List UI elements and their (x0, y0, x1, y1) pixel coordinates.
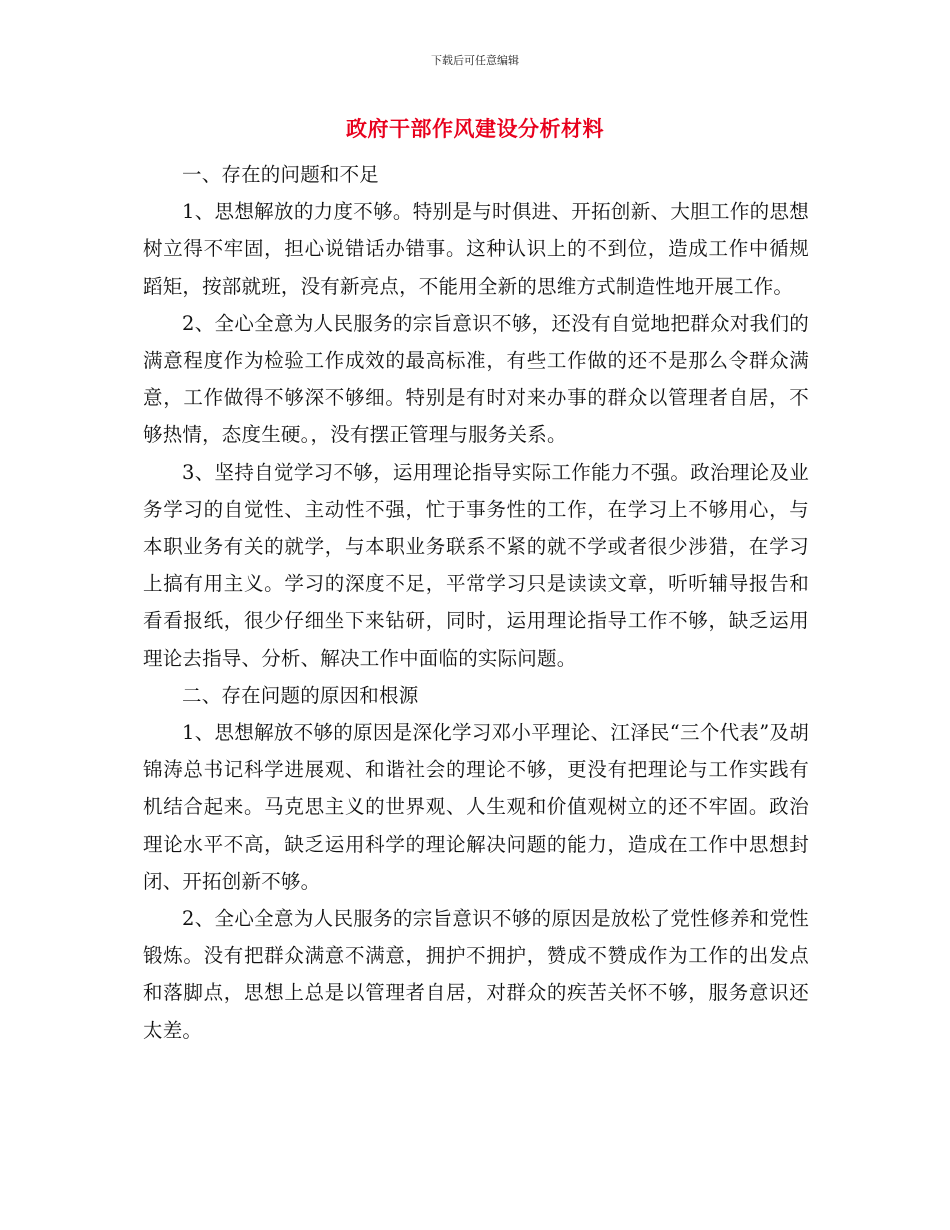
paragraph-problem-1: 1、思想解放的力度不够。特别是与时俱进、开拓创新、大胆工作的思想树立得不牢固，担心说错话办错事。这种认识上的不到位，造成工作中循规蹈矩，按部就班，没有新亮点，不能用全新的思维方式制造性地开展工作。 (143, 200, 809, 298)
section-heading-problems: 一、存在的问题和不足 (182, 163, 380, 186)
document-title: 政府干部作风建设分析材料 (346, 116, 604, 141)
paragraph-problem-3: 3、坚持自觉学习不够，运用理论指导实际工作能力不强。政治理论及业务学习的自觉性、主动性不强，忙于事务性的工作，在学习上不够用心，与本职业务有关的就学，与本职业务联系不紧的就不学或者很少涉猎，在学习上搞有用主义。学习的深度不足，平常学习只是读读文章，听听辅导报告和看看报纸，很少仔细坐下来钻研，同时，运用理论指导工作不够，缺乏运用理论去指导、分析、解决工作中面临的实际问题。 (143, 460, 809, 670)
paragraph-problem-2: 2、全心全意为人民服务的宗旨意识不够，还没有自觉地把群众对我们的满意程度作为检验工作成效的最高标准，有些工作做的还不是那么令群众满意，工作做得不够深不够细。特别是有时对来办事的群众以管理者自居，不够热情，态度生硬。，没有摆正管理与服务关系。 (143, 311, 809, 447)
document-body (143, 156, 809, 1049)
paragraph-cause-1: 1、思想解放不够的原因是深化学习邓小平理论、江泽民“三个代表”及胡锦涛总书记科学进展观、和谐社会的理论不够，更没有把理论与工作实践有机结合起来。马克思主义的世界观、人生观和价值观树立的还不牢固。政治理论水平不高，缺乏运用科学的理论解决问题的能力，造成在工作中思想封闭、开拓创新不够。 (143, 721, 809, 893)
section-heading-causes: 二、存在问题的原因和根源 (182, 683, 419, 707)
header-note: 下载后可任意编辑 (431, 54, 519, 67)
paragraph-cause-2: 2、全心全意为人民服务的宗旨意识不够的原因是放松了党性修养和党性锻炼。没有把群众满意不满意，拥护不拥护，赞成不赞成作为工作的出发点和落脚点，思想上总是以管理者自居，对群众的疾苦关怀不够，服务意识还太差。 (143, 907, 809, 1042)
